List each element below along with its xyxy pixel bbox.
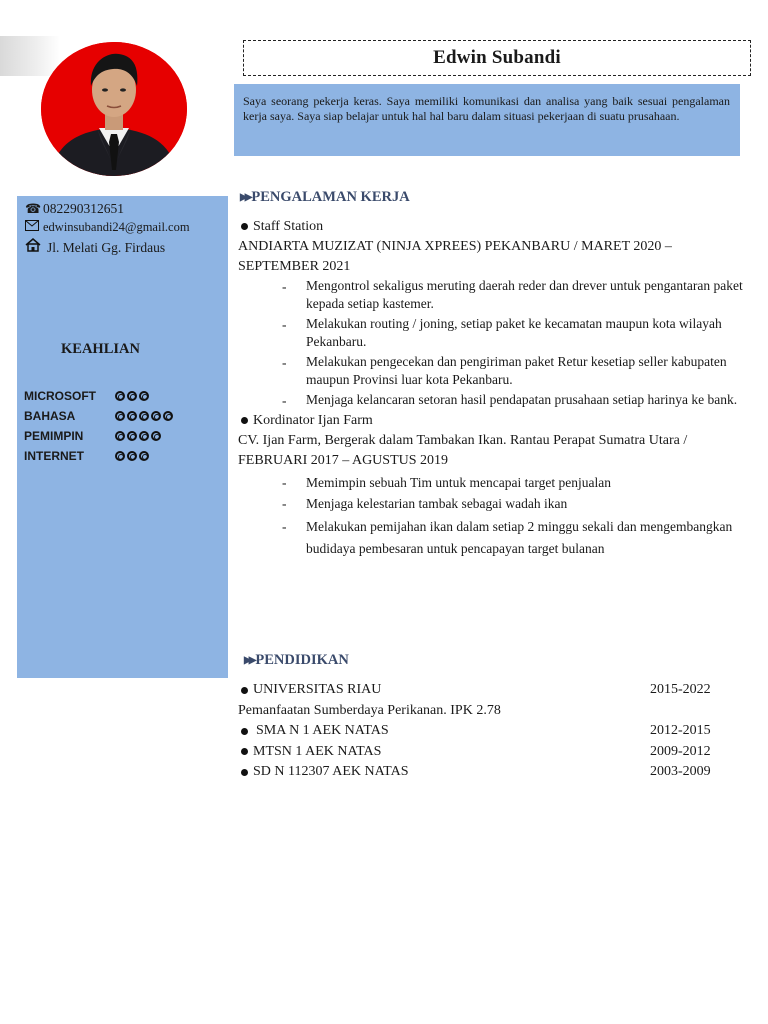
- rating-dot-icon: [115, 451, 125, 461]
- skill-rating: [115, 431, 161, 441]
- task-text: Memimpin sebuah Tim untuk mencapai target penjualan: [306, 474, 611, 490]
- experience-title-text: PENGALAMAN KERJA: [251, 189, 410, 205]
- skill-row: [24, 426, 173, 446]
- job-tasks: [282, 473, 754, 560]
- task-item: - Menjaga kelestarian tambak sebagai wadah ikan: [282, 494, 754, 514]
- skill-name: MICROSOFT: [24, 389, 96, 403]
- rating-dot-icon: [139, 451, 149, 461]
- contact-info: [25, 200, 190, 257]
- profile-summary: Saya seorang pekerja keras. Saya memiliki komunikasi dan analisa yang baik sesuai pengalaman kerja saya. Saya siap belajar untuk hal hal baru dalam situasi pekerjaan di suatu prusahaan.: [234, 84, 740, 156]
- task-item: - Memimpin sebuah Tim untuk mencapai target penjualan: [282, 473, 754, 493]
- skill-name: INTERNET: [24, 449, 84, 463]
- job-position-text: Staff Station: [253, 219, 324, 234]
- bullet-icon: [241, 223, 248, 230]
- task-item: - Mengontrol sekaligus meruting daerah reder dan drever untuk pengantaran paket kepada setiap kastemer.: [282, 277, 754, 313]
- education-detail: Pemanfaatan Sumberdaya Perikanan. IPK 2.78: [238, 702, 501, 718]
- bullet-icon: [241, 687, 248, 694]
- skill-rating: [115, 451, 149, 461]
- bullet-icon: [241, 417, 248, 424]
- school-years: 2003-2009: [650, 764, 711, 779]
- skill-row: [24, 446, 173, 466]
- school-name: MTSN 1 AEK NATAS: [253, 743, 382, 759]
- rating-dot-icon: [127, 431, 137, 441]
- contact-email: [25, 218, 190, 236]
- rating-dot-icon: [127, 391, 137, 401]
- skills-title: KEAHLIAN: [61, 341, 140, 357]
- bullet-icon: [241, 769, 248, 776]
- education-list: [238, 680, 716, 783]
- education-item: [238, 762, 716, 783]
- job-position: [238, 411, 754, 431]
- contact-phone: [25, 200, 190, 218]
- phone-number: 082290312651: [43, 201, 124, 216]
- task-item: - Melakukan pengecekan dan pengiriman paket Retur kesetiap seller kabupaten maupun Provinsi luar kota Pekanbaru.: [282, 353, 754, 389]
- education-item: [238, 721, 716, 742]
- profile-photo: [41, 42, 187, 176]
- rating-dot-icon: [163, 411, 173, 421]
- task-item: - Melakukan pemijahan ikan dalam setiap 2 minggu sekali dan mengembangkan budidaya pembesaran untuk pencapayan target bulanan: [282, 516, 754, 560]
- education-title: [244, 652, 349, 669]
- phone-icon: ☎: [25, 201, 42, 216]
- education-item: [238, 680, 716, 701]
- bullet-icon: [241, 748, 248, 755]
- school-years: 2012-2015: [650, 723, 711, 738]
- education-item: [238, 742, 716, 763]
- job-tasks: [282, 277, 754, 411]
- task-text: Menjaga kelestarian tambak sebagai wadah ikan: [306, 496, 568, 511]
- double-arrow-icon: ▶▶: [240, 192, 250, 203]
- corner-decoration: [0, 36, 60, 76]
- school-years: 2015-2022: [650, 682, 711, 697]
- task-item: - Menjaga kelancaran setoran hasil pendapatan prusahaan setiap harinya ke bank.: [282, 391, 754, 411]
- bullet-icon: [241, 728, 248, 735]
- skill-rating: [115, 411, 173, 421]
- rating-dot-icon: [115, 431, 125, 441]
- skills-list: [24, 386, 173, 466]
- education-title-text: PENDIDIKAN: [255, 652, 349, 668]
- rating-dot-icon: [115, 411, 125, 421]
- home-icon: [25, 238, 47, 257]
- task-text: Melakukan pemijahan ikan dalam setiap 2 minggu sekali dan mengembangkan budidaya pembesaran untuk pencapayan target bulanan: [306, 518, 733, 556]
- sidebar: [17, 196, 228, 678]
- rating-dot-icon: [139, 431, 149, 441]
- skill-row: [24, 386, 173, 406]
- skill-name: BAHASA: [24, 409, 76, 423]
- experience-list: [238, 217, 754, 560]
- experience-title: [240, 189, 410, 206]
- task-text: Mengontrol sekaligus meruting daerah reder dan drever untuk pengantaran paket kepada setiap kastemer.: [306, 277, 743, 311]
- rating-dot-icon: [151, 431, 161, 441]
- school-name: SMA N 1 AEK NATAS: [256, 723, 389, 738]
- rating-dot-icon: [151, 411, 161, 421]
- rating-dot-icon: [115, 391, 125, 401]
- task-item: - Melakukan routing / joning, setiap paket ke kecamatan maupun kota wilayah Pekanbaru.: [282, 315, 754, 351]
- rating-dot-icon: [127, 411, 137, 421]
- skill-name: PEMIMPIN: [24, 429, 84, 443]
- school-name: SD N 112307 AEK NATAS: [253, 764, 409, 779]
- task-text: Melakukan routing / joning, setiap paket ke kecamatan maupun kota wilayah Pekanbaru.: [306, 315, 722, 349]
- name-header: [243, 40, 751, 76]
- job-position-text: Kordinator Ijan Farm: [253, 413, 373, 428]
- skill-rating: [115, 391, 149, 401]
- school-years: 2009-2012: [650, 743, 711, 759]
- task-text: Melakukan pengecekan dan pengiriman paket Retur kesetiap seller kabupaten maupun Provinsi luar kota Pekanbaru.: [306, 353, 727, 387]
- skill-row: [24, 406, 173, 426]
- rating-dot-icon: [139, 411, 149, 421]
- job-company: ANDIARTA MUZIZAT (NINJA XPREES) PEKANBARU / MARET 2020 – SEPTEMBER 2021: [238, 238, 672, 274]
- address: Jl. Melati Gg. Firdaus: [47, 239, 166, 255]
- job-company: CV. Ijan Farm, Bergerak dalam Tambakan Ikan. Rantau Perapat Sumatra Utara / FEBRUARI 2017 – AGUSTUS 2019: [238, 432, 688, 468]
- job-position: [238, 217, 754, 237]
- full-name: Edwin Subandi: [433, 47, 561, 68]
- school-name: UNIVERSITAS RIAU: [253, 682, 382, 697]
- double-arrow-icon: ▶▶: [244, 655, 254, 666]
- task-text: Menjaga kelancaran setoran hasil pendapatan prusahaan setiap harinya ke bank.: [306, 391, 738, 407]
- envelope-icon: [25, 218, 43, 236]
- contact-address: [25, 238, 190, 257]
- rating-dot-icon: [127, 451, 137, 461]
- email-address: edwinsubandi24@gmail.com: [43, 220, 190, 234]
- rating-dot-icon: [139, 391, 149, 401]
